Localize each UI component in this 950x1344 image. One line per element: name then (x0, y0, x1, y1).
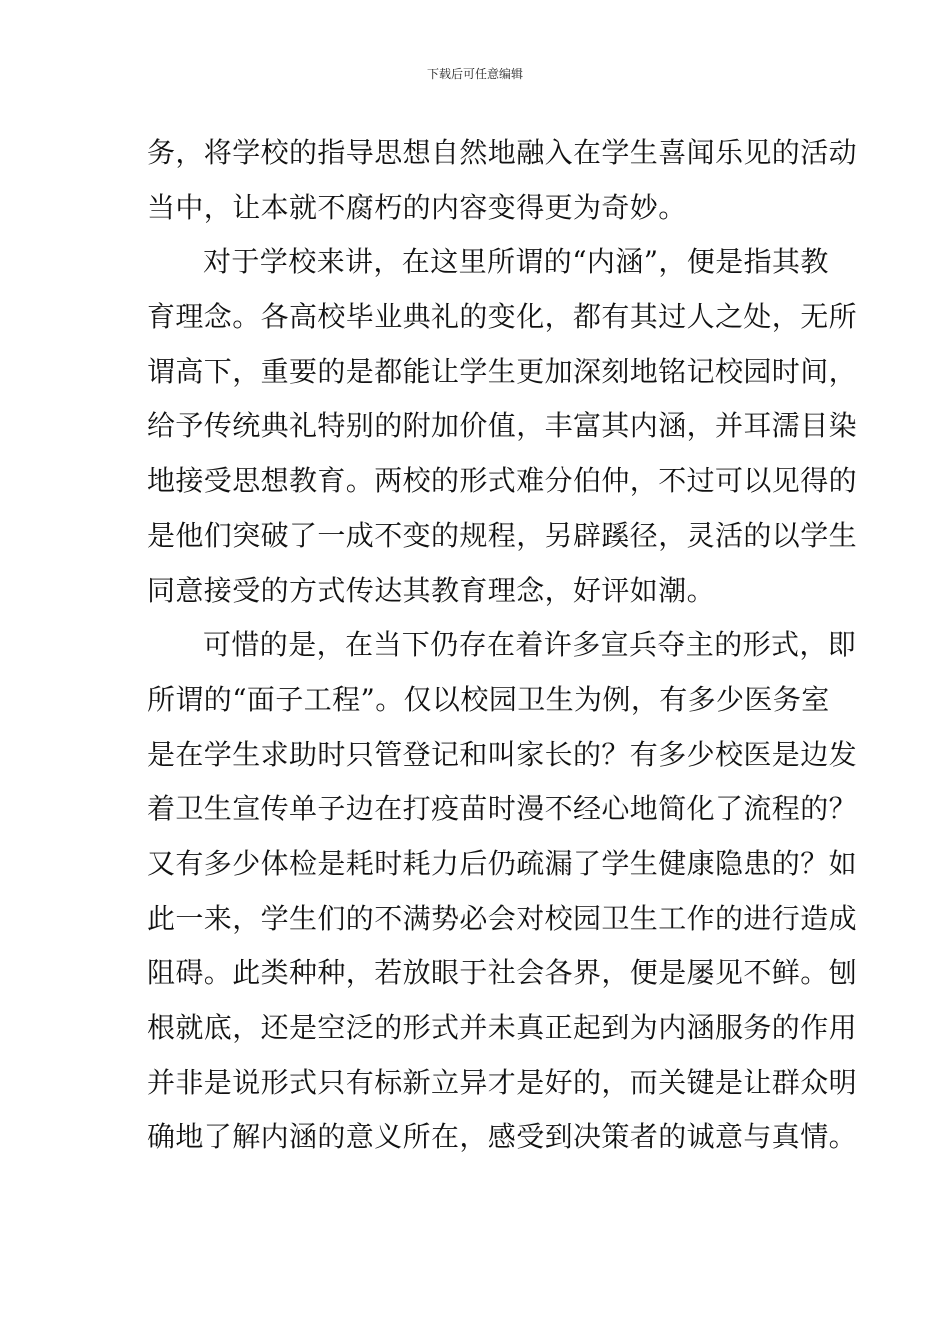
text-line: 又有多少体检是耗时耗力后仍疏漏了学生健康隐患的？如 (147, 846, 858, 880)
text-line: 同意接受的方式传达其教育理念，好评如潮。 (147, 573, 716, 607)
paragraph (147, 126, 858, 235)
page-header: 下载后可任意编辑 (426, 67, 523, 81)
text-line: 是在学生求助时只管登记和叫家长的？有多少校医是边发 (147, 737, 858, 771)
text-line: 阻碍。此类种种，若放眼于社会各界，便是屡见不鲜。刨 (147, 956, 858, 990)
text-line: 育理念。各高校毕业典礼的变化，都有其过人之处，无所 (147, 300, 858, 334)
text-line: 此一来，学生们的不满势必会对校园卫生工作的进行造成 (147, 901, 858, 935)
text-line: 可惜的是，在当下仍存在着许多宣兵夺主的形式，即 (203, 628, 857, 662)
text-line: 所谓的“面子工程”。仅以校园卫生为例，有多少医务室 (147, 682, 830, 716)
text-line: 地接受思想教育。两校的形式难分伯仲，不过可以见得的 (147, 464, 858, 498)
text-line: 确地了解内涵的意义所在，感受到决策者的诚意与真情。 (147, 1120, 858, 1154)
text-line: 对于学校来讲，在这里所谓的“内涵”，便是指其教 (203, 245, 829, 279)
text-line: 是他们突破了一成不变的规程，另辟蹊径，灵活的以学生 (147, 518, 858, 552)
paragraph (147, 235, 858, 618)
text-line: 当中，让本就不腐朽的内容变得更为奇妙。 (147, 190, 687, 224)
paragraph (147, 618, 858, 1165)
text-line: 并非是说形式只有标新立异才是好的，而关键是让群众明 (147, 1065, 858, 1099)
text-line: 谓高下，重要的是都能让学生更加深刻地铭记校园时间， (147, 354, 858, 388)
text-line: 根就底，还是空泛的形式并未真正起到为内涵服务的作用 (147, 1011, 858, 1044)
text-line: 务，将学校的指导思想自然地融入在学生喜闻乐见的活动 (147, 136, 858, 169)
text-line: 着卫生宣传单子边在打疫苗时漫不经心地简化了流程的？ (147, 792, 858, 826)
text-line: 给予传统典礼特别的附加价值，丰富其内涵，并耳濡目染 (147, 409, 858, 443)
document-body (147, 126, 858, 1165)
